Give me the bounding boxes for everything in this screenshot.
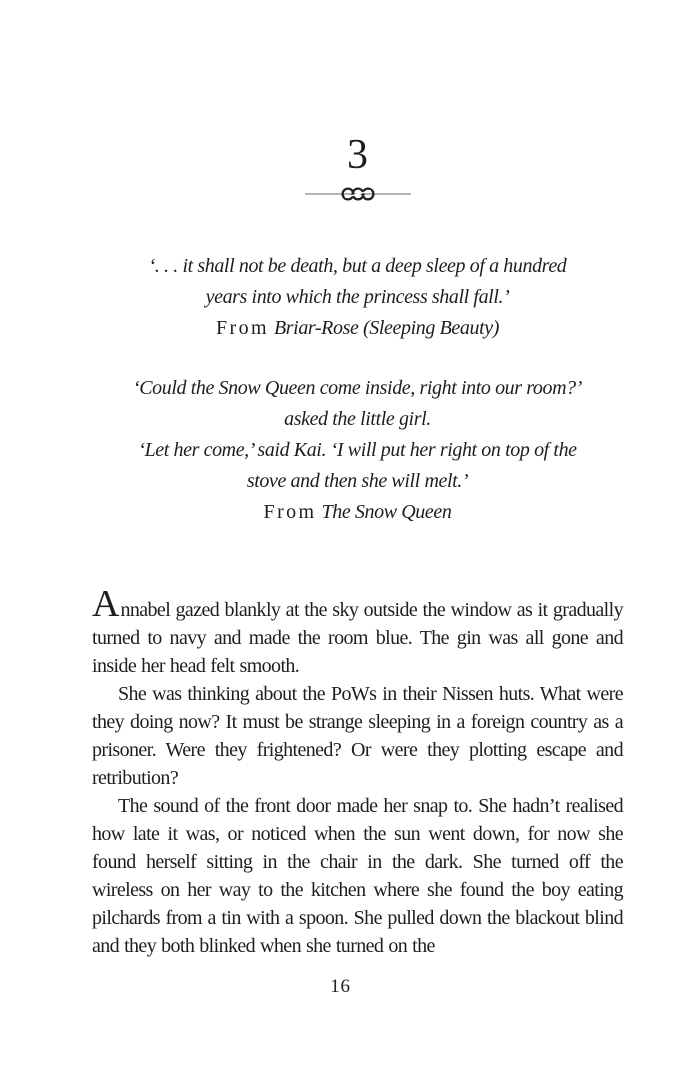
epigraph-briar-rose	[92, 251, 623, 344]
epigraph-quote-line: ‘. . . it shall not be death, but a deep sleep of a hundred	[148, 255, 567, 277]
paragraph-text: She was thinking about the PoWs in their Nissen huts. What were they doing now? It must be strange sleeping in a foreign country as a prisoner. Were they frightened? Or were they plotting escape and retribution?	[92, 683, 623, 789]
epigraph-attribution	[92, 497, 623, 528]
epigraph-snow-queen	[92, 373, 623, 528]
page-content	[92, 0, 623, 960]
attribution-prefix: From	[263, 501, 317, 523]
body-text	[92, 583, 623, 960]
body-paragraph	[92, 583, 623, 680]
epigraph-quote-line: ‘Let her come,’ said Kai. ‘I will put her right on top of the	[138, 439, 577, 461]
body-paragraph	[92, 680, 623, 792]
epigraph-quote-line: stove and then she will melt.’	[246, 470, 469, 492]
epigraph-attribution	[92, 313, 623, 344]
attribution-prefix: From	[216, 317, 269, 339]
attribution-source: Briar-Rose (Sleeping Beauty)	[273, 317, 499, 339]
attribution-source: The Snow Queen	[321, 501, 452, 523]
epigraph-quote-line: ‘Could the Snow Queen come inside, right into our room?’	[132, 377, 583, 399]
chapter-number: 3	[347, 132, 368, 178]
chapter-ornament-icon	[305, 187, 411, 201]
epigraph-quote-line: asked the little girl.	[284, 408, 431, 430]
paragraph-text: The sound of the front door made her snap to. She hadn’t realised how late it was, or noticed when the sun went down, for now she found herself sitting in the chair in the dark. She turned off the wireless on her way to the kitchen where she found the boy eating pilchards from a tin with a spoon. She pulled down the blackout blind and they both blinked when she turned on the	[92, 795, 623, 957]
paragraph-initial-cap: A	[92, 583, 120, 625]
page-number: 16	[330, 976, 351, 997]
paragraph-text: nnabel gazed blankly at the sky outside the window as it gradually turned to navy and made the room blue. The gin was all gone and inside her head felt smooth.	[92, 599, 623, 677]
epigraph-quote-line: years into which the princess shall fall.’	[205, 286, 510, 308]
body-paragraph	[92, 792, 623, 960]
